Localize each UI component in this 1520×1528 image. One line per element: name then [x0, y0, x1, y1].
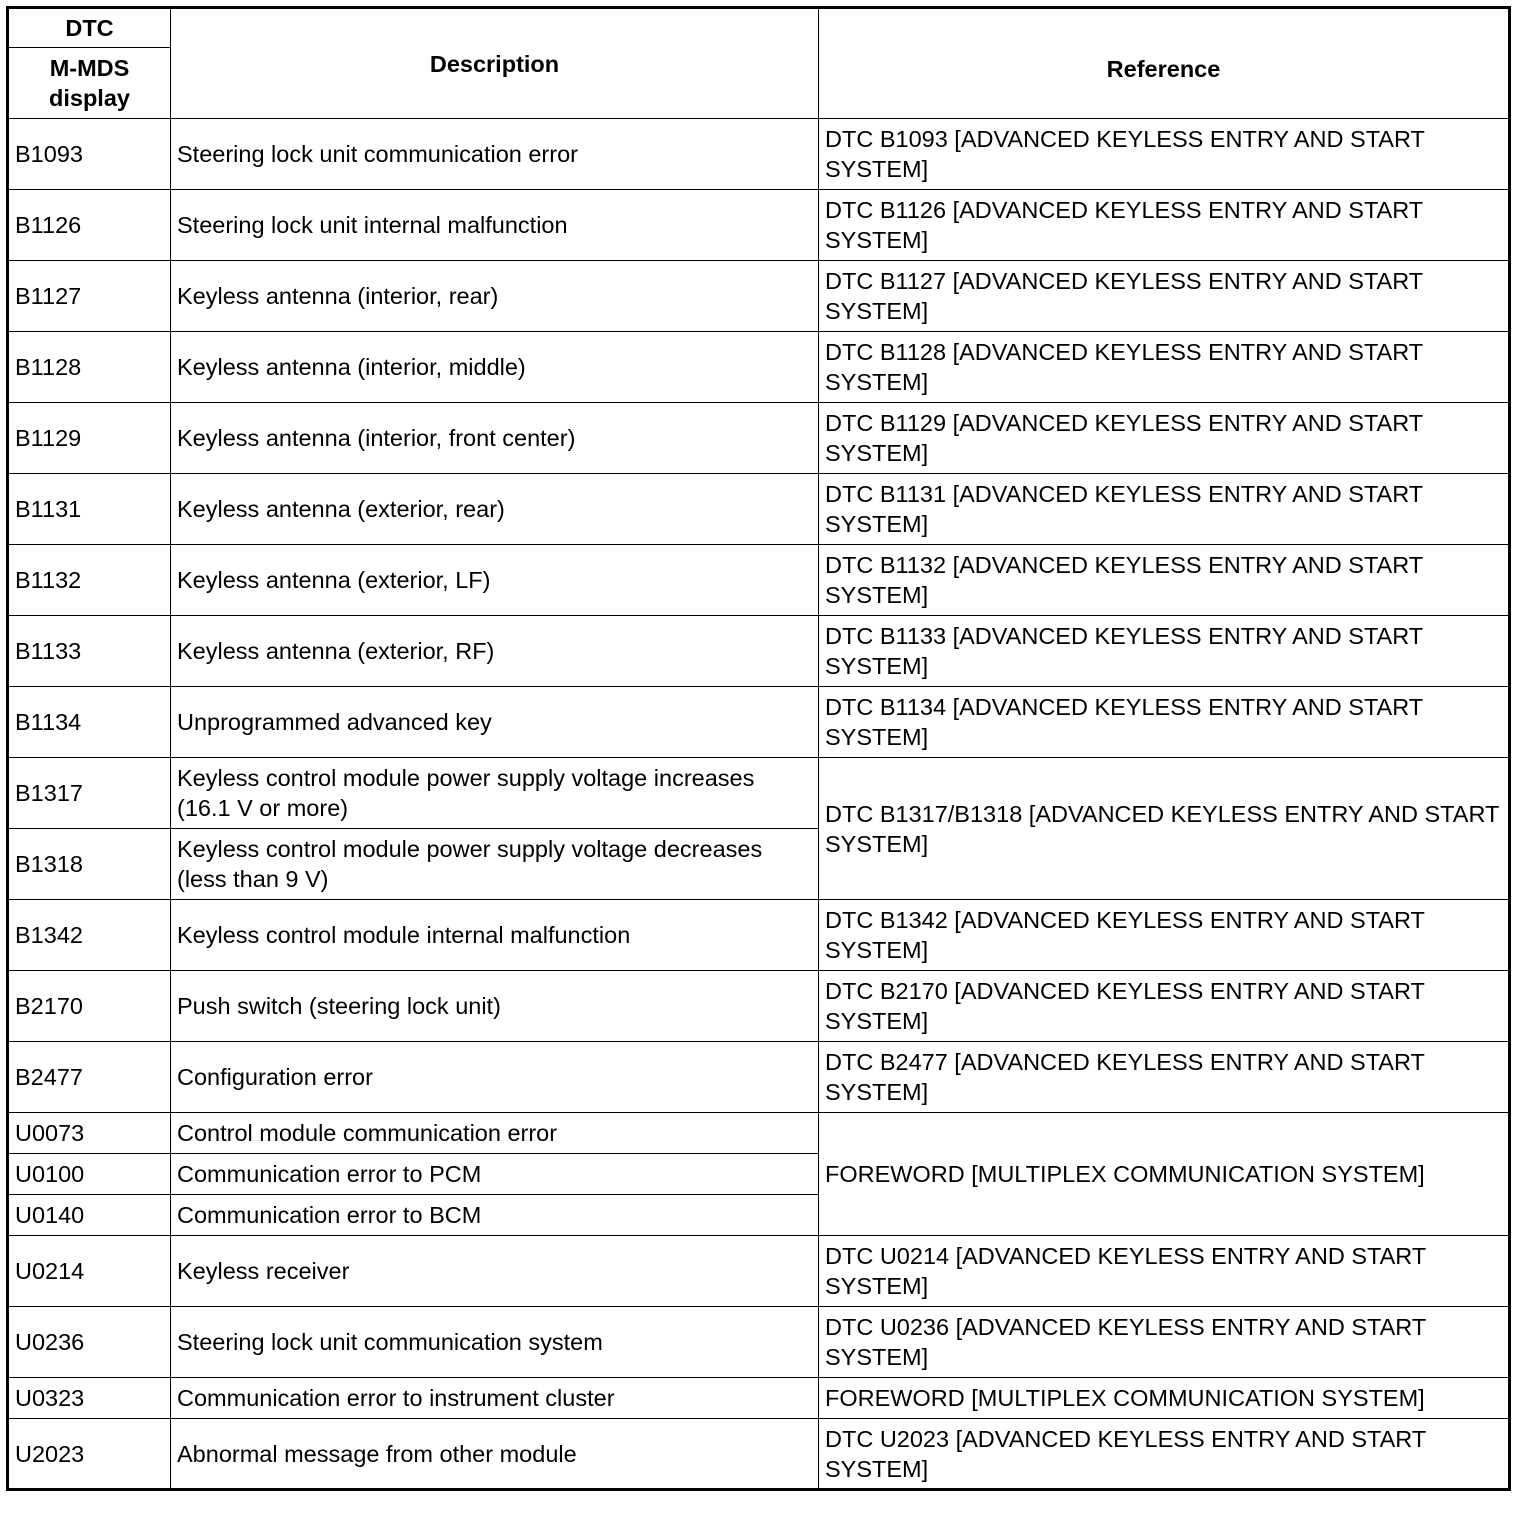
dtc-description: Communication error to instrument cluster	[171, 1378, 819, 1419]
dtc-code: B1128	[8, 332, 171, 403]
table-row	[8, 616, 1510, 687]
dtc-code: B1133	[8, 616, 171, 687]
dtc-code: B1127	[8, 261, 171, 332]
dtc-reference: DTC B1134 [ADVANCED KEYLESS ENTRY AND START SYSTEM]	[819, 687, 1510, 758]
dtc-description: Communication error to PCM	[171, 1154, 819, 1195]
dtc-description: Keyless receiver	[171, 1236, 819, 1307]
dtc-description: Abnormal message from other module	[171, 1419, 819, 1490]
dtc-description: Control module communication error	[171, 1113, 819, 1154]
dtc-code: B1134	[8, 687, 171, 758]
dtc-reference: DTC B1133 [ADVANCED KEYLESS ENTRY AND START SYSTEM]	[819, 616, 1510, 687]
dtc-reference: DTC B1093 [ADVANCED KEYLESS ENTRY AND START SYSTEM]	[819, 119, 1510, 190]
table-row	[8, 261, 1510, 332]
dtc-code: U0073	[8, 1113, 171, 1154]
dtc-reference: DTC B1131 [ADVANCED KEYLESS ENTRY AND START SYSTEM]	[819, 474, 1510, 545]
dtc-code: U0100	[8, 1154, 171, 1195]
dtc-reference: DTC B1127 [ADVANCED KEYLESS ENTRY AND START SYSTEM]	[819, 261, 1510, 332]
dtc-reference: FOREWORD [MULTIPLEX COMMUNICATION SYSTEM]	[819, 1113, 1510, 1236]
dtc-reference: DTC B1342 [ADVANCED KEYLESS ENTRY AND START SYSTEM]	[819, 900, 1510, 971]
table-row	[8, 474, 1510, 545]
dtc-code: B1126	[8, 190, 171, 261]
dtc-table	[6, 6, 1511, 1491]
header-reference: Reference	[819, 8, 1510, 119]
table-row	[8, 119, 1510, 190]
dtc-description: Keyless antenna (interior, front center)	[171, 403, 819, 474]
table-row	[8, 1236, 1510, 1307]
dtc-description: Steering lock unit communication error	[171, 119, 819, 190]
dtc-reference: DTC B1126 [ADVANCED KEYLESS ENTRY AND START SYSTEM]	[819, 190, 1510, 261]
table-row	[8, 687, 1510, 758]
dtc-description: Keyless antenna (interior, rear)	[171, 261, 819, 332]
header-dtc: DTC	[8, 8, 171, 48]
dtc-code: U0236	[8, 1307, 171, 1378]
dtc-reference: DTC B1317/B1318 [ADVANCED KEYLESS ENTRY AND START SYSTEM]	[819, 758, 1510, 900]
dtc-code: U0323	[8, 1378, 171, 1419]
dtc-code: B2170	[8, 971, 171, 1042]
table-row	[8, 1042, 1510, 1113]
table-row	[8, 1113, 1510, 1154]
dtc-description: Configuration error	[171, 1042, 819, 1113]
table-row	[8, 971, 1510, 1042]
dtc-description: Keyless control module internal malfunction	[171, 900, 819, 971]
table-row	[8, 1419, 1510, 1490]
dtc-code: B1131	[8, 474, 171, 545]
header-mmds-display: M-MDS display	[8, 48, 171, 119]
table-row	[8, 758, 1510, 829]
dtc-code: B1342	[8, 900, 171, 971]
dtc-code: B2477	[8, 1042, 171, 1113]
dtc-description: Steering lock unit internal malfunction	[171, 190, 819, 261]
dtc-code: B1129	[8, 403, 171, 474]
table-row	[8, 1307, 1510, 1378]
dtc-reference: FOREWORD [MULTIPLEX COMMUNICATION SYSTEM]	[819, 1378, 1510, 1419]
table-row	[8, 545, 1510, 616]
dtc-description: Communication error to BCM	[171, 1195, 819, 1236]
table-row	[8, 403, 1510, 474]
dtc-description: Keyless antenna (exterior, RF)	[171, 616, 819, 687]
dtc-code: B1093	[8, 119, 171, 190]
dtc-code: U0140	[8, 1195, 171, 1236]
header-description: Description	[171, 8, 819, 119]
dtc-description: Unprogrammed advanced key	[171, 687, 819, 758]
table-row	[8, 190, 1510, 261]
dtc-description: Keyless control module power supply voltage decreases (less than 9 V)	[171, 829, 819, 900]
dtc-reference: DTC B1132 [ADVANCED KEYLESS ENTRY AND START SYSTEM]	[819, 545, 1510, 616]
dtc-code: B1132	[8, 545, 171, 616]
dtc-description: Keyless control module power supply voltage increases (16.1 V or more)	[171, 758, 819, 829]
dtc-code: B1318	[8, 829, 171, 900]
dtc-description: Keyless antenna (interior, middle)	[171, 332, 819, 403]
dtc-description: Keyless antenna (exterior, LF)	[171, 545, 819, 616]
dtc-reference: DTC B1128 [ADVANCED KEYLESS ENTRY AND START SYSTEM]	[819, 332, 1510, 403]
dtc-reference: DTC U0214 [ADVANCED KEYLESS ENTRY AND START SYSTEM]	[819, 1236, 1510, 1307]
dtc-description: Keyless antenna (exterior, rear)	[171, 474, 819, 545]
dtc-reference: DTC B2170 [ADVANCED KEYLESS ENTRY AND START SYSTEM]	[819, 971, 1510, 1042]
table-row	[8, 1378, 1510, 1419]
dtc-code: U0214	[8, 1236, 171, 1307]
table-row	[8, 332, 1510, 403]
dtc-reference: DTC U2023 [ADVANCED KEYLESS ENTRY AND START SYSTEM]	[819, 1419, 1510, 1490]
dtc-description: Push switch (steering lock unit)	[171, 971, 819, 1042]
dtc-description: Steering lock unit communication system	[171, 1307, 819, 1378]
dtc-reference: DTC B1129 [ADVANCED KEYLESS ENTRY AND START SYSTEM]	[819, 403, 1510, 474]
dtc-reference: DTC U0236 [ADVANCED KEYLESS ENTRY AND START SYSTEM]	[819, 1307, 1510, 1378]
table-row	[8, 900, 1510, 971]
dtc-code: B1317	[8, 758, 171, 829]
dtc-code: U2023	[8, 1419, 171, 1490]
dtc-reference: DTC B2477 [ADVANCED KEYLESS ENTRY AND START SYSTEM]	[819, 1042, 1510, 1113]
